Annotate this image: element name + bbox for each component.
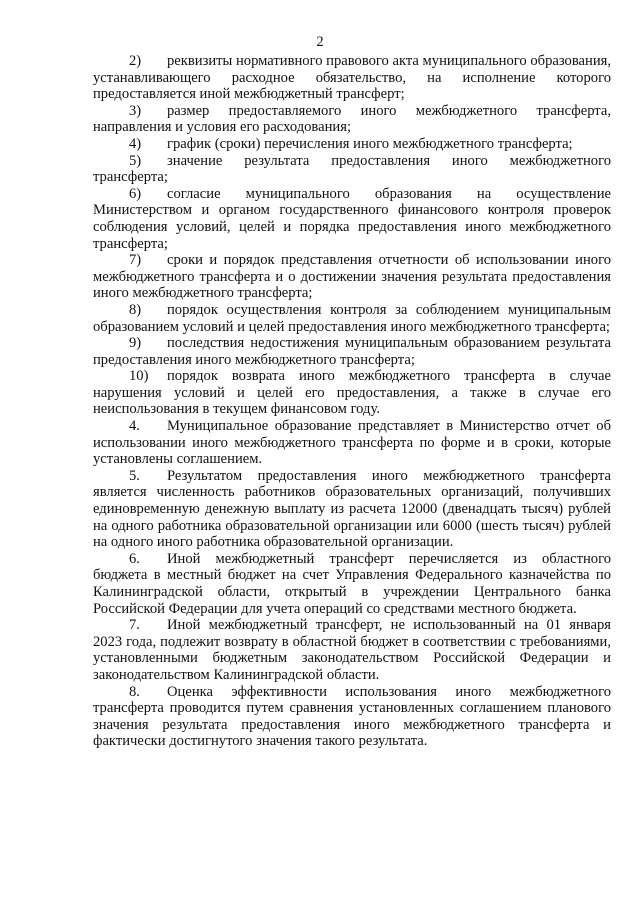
list-item-9 xyxy=(93,335,611,368)
list-item-5 xyxy=(93,153,611,186)
item-text: сроки и порядок представления отчетности об использовании иного межбюджетного трансферта и о достижении значения результата предоставления иного межбюджетного трансферта; xyxy=(93,252,611,302)
item-text: размер предоставляемого иного межбюджетного трансферта, направления и условия его расходования; xyxy=(93,102,611,136)
document-body xyxy=(93,53,611,750)
item-text: порядок возврата иного межбюджетного трансферта в случае нарушения условий и целей его предоставления, а также в случае его неиспользования в текущем финансовом году. xyxy=(93,368,611,418)
section-text: Результатом предоставления иного межбюджетного трансферта является численность работников образовательных организаций, получивших единовременную денежную выплату из расчета 12000 (двенадцать тысяч) рублей на одного работника образовательной организации или 6000 (шесть тысяч) рублей на одного иного работника образовательной организации. xyxy=(93,467,611,551)
item-number: 8) xyxy=(129,301,142,318)
section-4 xyxy=(93,418,611,468)
section-number: 5. xyxy=(129,467,140,484)
item-number: 7) xyxy=(129,252,142,269)
item-text: порядок осуществления контроля за соблюдением муниципальным образованием условий и целей предоставления иного межбюджетного трансферта; xyxy=(93,301,611,335)
list-item-7 xyxy=(93,252,611,302)
list-item-6 xyxy=(93,186,611,252)
item-number: 10) xyxy=(129,368,149,385)
item-number: 6) xyxy=(129,185,142,202)
section-text: Иной межбюджетный трансферт перечисляется из областного бюджета в местный бюджет на счет Управления Федерального казначейства по Калининградской области, открытый в учреждении Центрального банка Российской Федерации для учета операций со средствами местного бюджета. xyxy=(93,550,611,617)
list-item-4 xyxy=(93,136,611,153)
item-text: реквизиты нормативного правового акта муниципального образования, устанавливающего расходное обязательство, на исполнение которого предоставляется иной межбюджетный трансферт; xyxy=(93,53,611,103)
item-number: 2) xyxy=(129,53,142,69)
section-8 xyxy=(93,684,611,750)
item-number: 3) xyxy=(129,102,142,119)
section-6 xyxy=(93,551,611,617)
section-text: Иной межбюджетный трансферт, не использованный на 01 января 2023 года, подлежит возврату в областной бюджет в соответствии с требованиями, установленными бюджетным законодательством Российской Федерации и законодательством Калининградской области. xyxy=(93,617,611,683)
page-number: 2 xyxy=(316,34,324,50)
item-text: значение результата предоставления иного межбюджетного трансферта; xyxy=(93,152,611,186)
list-item-2 xyxy=(93,53,611,103)
item-number: 9) xyxy=(129,335,142,352)
section-number: 7. xyxy=(129,617,140,634)
section-number: 4. xyxy=(129,418,140,435)
section-5 xyxy=(93,468,611,551)
item-text: последствия недостижения муниципальным образованием результата предоставления иного межбюджетного трансферта; xyxy=(93,335,611,368)
section-number: 8. xyxy=(129,683,140,700)
item-text: согласие муниципального образования на осуществление Министерством и органом государственного финансового контроля проверок соблюдения условий, целей и порядка предоставления иного межбюджетного трансферта; xyxy=(93,185,611,252)
item-number: 5) xyxy=(129,152,142,169)
section-text: Оценка эффективности использования иного межбюджетного трансферта проводится путем сравнения установленных соглашением планового значения результата предоставления иного межбюджетного трансферта и фактически достигнутого значения такого результата. xyxy=(93,683,611,750)
section-text: Муниципальное образование представляет в Министерство отчет об использовании иного межбюджетного трансферта по форме и в сроки, которые установлены соглашением. xyxy=(93,418,611,468)
item-text: график (сроки) перечисления иного межбюджетного трансферта; xyxy=(167,135,573,152)
item-number: 4) xyxy=(129,135,142,152)
section-7 xyxy=(93,617,611,683)
list-item-10 xyxy=(93,368,611,418)
section-number: 6. xyxy=(129,550,140,567)
list-item-8 xyxy=(93,302,611,335)
list-item-3 xyxy=(93,103,611,136)
